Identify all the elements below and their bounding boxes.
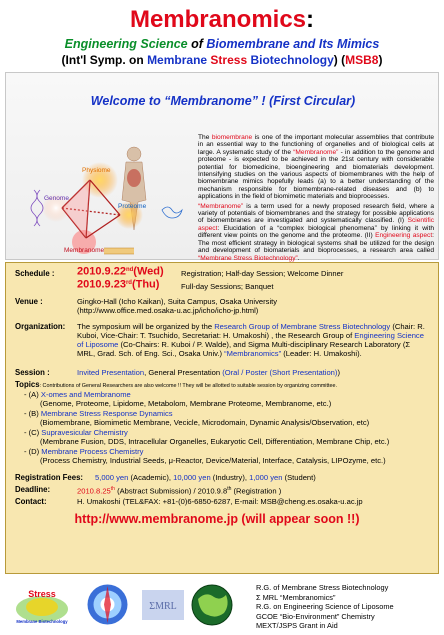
organization-label: Organization: <box>15 322 66 331</box>
topic-b-code: - (B) <box>24 409 41 418</box>
venue-label: Venue : <box>15 297 43 306</box>
smrl-logo <box>142 590 184 620</box>
intro-text <box>198 134 434 264</box>
schedule-label: Schedule : <box>15 269 55 278</box>
session-text <box>77 368 340 377</box>
schedule-date-2 <box>77 279 159 290</box>
topic-b-detail: (Biomembrane, Biomimetic Membrane, Vecicle, Microdomain, Dynamic Analysis/Observation, etc) <box>40 418 370 427</box>
subtitle-2-part2: Membrane <box>147 53 208 67</box>
date-1: 2010.9.22 <box>77 265 126 278</box>
title-colon: : <box>306 6 315 33</box>
footer-line-1: R.G. of Membrane Stress Biotechnology <box>256 583 389 592</box>
title-text: Membranomics <box>129 6 307 33</box>
page-title <box>0 6 444 34</box>
footer-organizers <box>256 583 441 631</box>
contact-text: H. Umakoshi (TEL&FAX: +81-(0)6-6850-6287, E-mail: MSB@cheng.es.osaka-u.ac.jp <box>77 497 363 506</box>
venue-line-2: (http://www.office.med.osaka-u.ac.jp/icho/icho-jp.html) <box>77 306 259 315</box>
deadline-abstract-date: 2010.8.25 <box>77 486 111 496</box>
date-1-dow: (Wed) <box>133 265 164 278</box>
org-link-2[interactable]: Engineering Science of Liposome <box>77 331 424 349</box>
topic-a <box>24 390 131 399</box>
stress-logo-subtitle: Membrane Biotechnology <box>16 619 68 624</box>
venue-line-1: Gingko-Hall (Icho Kaikan), Suita Campus, Osaka University <box>77 297 278 306</box>
website-url[interactable]: http://www.membranome.jp (will appear soon !!) <box>74 512 360 526</box>
topic-c-code: - (C) <box>24 428 42 437</box>
deadline-abstract-sup: th <box>110 486 115 492</box>
fee-academic: 5,000 yen <box>95 473 129 482</box>
topic-d-name: Membrane Process Chemistry <box>41 447 144 456</box>
intro-p2-kw: “Membranome” <box>198 202 244 210</box>
topic-d <box>24 447 143 456</box>
topic-c <box>24 428 128 437</box>
intro-p2-a: is a term used for a newly proposed research field, where a variety of potentials of biomembranes and the strategy for possible applications of biomembranes are investigated and systematically classified. (I) <box>198 202 434 225</box>
intro-p1-b: is one of the important molecular assemblies that contribute in an essential way to the functioning of organelles and of biological cells at large. A systematic study of the <box>198 134 434 156</box>
topics-note: : Contributions of General Researchers are also welcome !! They will be allotted to suitable session by organizing committee. <box>39 383 337 389</box>
fee-student-label: (Student) <box>282 473 316 482</box>
intro-p1-a: The <box>198 134 212 141</box>
label-physiome: Physiome <box>82 167 111 174</box>
schedule-event-1: Registration; Half-day Session; Welcome Dinner <box>181 269 344 278</box>
footer-line-4: GCOE “Bio-Environment” Chemistry <box>256 611 375 621</box>
topic-d-detail: (Process Chemistry, Industrial Seeds, μ-Reactor, Device/Material, Interface, Catalysis, LIPOzyme, etc.) <box>40 456 386 465</box>
org-c: (Co-Chairs: R. Kuboi / P. Walde), and Sigma Multi-disciplinary Research Laboratory (Σ MRL, Grad. Sch. of Eng. Sci., Osaka Univ.) <box>77 340 411 358</box>
subtitle-2 <box>0 53 444 68</box>
session-close: ) <box>337 368 340 377</box>
deadline-registration-label: (Registration ) <box>231 486 282 496</box>
sigma-circle-logo <box>85 582 130 627</box>
topic-d-code: - (D) <box>24 447 42 456</box>
schedule-date-1 <box>77 266 164 277</box>
stress-logo <box>12 585 72 627</box>
intro-p1-c: - in addition to the genome and proteome - is expected to be achieved in the 21st century with considerable potential for biomedicine, bioengineering and biomaterials development. Intensifying studies on the various aspects of biomembranes with the help of biomembrane mimics hopefully leads (a) to a better understanding of the mechanism responsible for biomembrane-related diseases and (b) to applications in the field of biomimetic materials and bioprocesses. <box>198 148 434 201</box>
topic-a-name: X-omes and Membranome <box>40 390 131 399</box>
session-invited: Invited Presentation <box>77 368 145 377</box>
label-genome: Genome <box>44 195 69 202</box>
membranome-diagram <box>22 140 197 265</box>
session-general: , General Presentation <box>144 368 223 377</box>
org-b: (Chair: R. Kuboi, Vice-Chair: T. Tsuchido, Secretariat: H. Umakoshi) , the Research Group of <box>77 322 425 340</box>
topics-header <box>15 380 435 390</box>
topic-b <box>24 409 173 418</box>
topic-a-code: - (A) <box>24 390 41 399</box>
deadline-label: Deadline: <box>15 485 51 494</box>
label-membranome: Membranome <box>64 247 105 254</box>
intro-p1-kw: biomembrane <box>211 134 253 141</box>
subtitle-2-part4: Biotechnology <box>247 53 334 67</box>
topic-c-name: Supravesicular Chemistry <box>41 428 128 437</box>
intro-p2-b: : Elucidation of a “complex biological phenomena” by linking it with different view points on the genome and the proteome. (II) <box>198 224 434 240</box>
topic-b-name: Membrane Stress Response Dynamics <box>40 409 173 418</box>
date-2-suffix: rd <box>125 280 132 286</box>
intro-p2-c: : The most efficient strategy in biological systems shall be utilized for the design and development of biomaterials and bioprocesses, a research area called <box>198 232 434 255</box>
smrl-logo-text: ΣMRL <box>149 601 177 612</box>
fee-industry-label: (Industry), <box>210 473 250 482</box>
subtitle-2-part3: Stress <box>207 53 248 67</box>
footer-line-3: R.G. on Engineering Science of Liposome <box>256 602 394 612</box>
intro-p1-kw2: “Membranome” <box>293 148 339 156</box>
intro-p2-kw4: “Membrane Stress Biotechnology” <box>198 254 298 262</box>
fee-text <box>95 473 316 482</box>
fee-student: 1,000 yen <box>249 473 283 482</box>
subtitle-2-part6: MSB8 <box>345 53 379 67</box>
welcome-heading: Welcome to “Membranome” ! (First Circular) <box>90 94 356 108</box>
subtitle-2-part5: ) ( <box>333 53 346 67</box>
membrane-icon <box>104 248 134 254</box>
subtitle-1-part3: Biomembrane and Its Mimics <box>206 37 380 51</box>
topics-label: Topics <box>15 380 40 389</box>
subtitle-1-part2: of <box>187 37 207 51</box>
pyramid-face <box>62 180 90 238</box>
protein-icon <box>162 207 182 218</box>
fee-label: Registration Fees: <box>15 473 84 482</box>
fee-industry: 10,000 yen <box>173 473 211 482</box>
subtitle-2-part7: ) <box>378 53 383 67</box>
schedule-event-2: Full-day Sessions; Banquet <box>181 282 274 291</box>
intro-p2-kw3: Engineering aspect <box>375 232 433 240</box>
footer-line-2: Σ MRL “Membranomics” <box>256 592 336 602</box>
intro-paragraph-2 <box>198 203 434 262</box>
date-1-suffix: nd <box>125 267 134 273</box>
date-2: 2010.9.23 <box>77 278 126 291</box>
topic-a-detail: (Genome, Proteome, Lipidome, Metabolom, Membrane Proteome, Membranome, etc.) <box>40 399 332 408</box>
organization-text <box>77 322 427 358</box>
subtitle-1-part1: Engineering Science <box>64 37 188 51</box>
org-link-3[interactable]: “Membranomics” <box>224 349 282 358</box>
footer-line-5: MEXT/JSPS Grant in Aid <box>256 621 338 631</box>
date-2-dow: (Thu) <box>131 278 160 291</box>
contact-label: Contact: <box>15 497 47 506</box>
org-link-1[interactable]: Research Group of Membrane Stress Biotechnology <box>214 322 391 331</box>
intro-p2-kw2: Scientific aspect <box>198 217 434 232</box>
label-proteome: Proteome <box>118 203 147 210</box>
intro-paragraph-1 <box>198 134 434 201</box>
deadline-registration-sup: th <box>227 486 232 492</box>
intro-p2-d: . <box>297 254 300 262</box>
dna-icon <box>31 190 43 226</box>
org-d: (Leader: H. Umakoshi). <box>281 349 362 358</box>
session-label: Session : <box>15 368 50 377</box>
deadline-text <box>77 485 281 496</box>
fee-academic-label: (Academic), <box>128 473 174 482</box>
subtitle-2-part1: (Int'l Symp. on <box>61 53 148 67</box>
org-a: The symposium will be organized by the <box>77 322 215 331</box>
subtitle-1 <box>0 36 444 52</box>
session-oral-poster: (Oral / Poster (Short Presentation) <box>222 368 338 377</box>
topic-c-detail: (Membrane Fusion, DDS, Intracellular Organelles, Eukaryotic Cell, Differentiation, Membrane Chip, etc.) <box>40 437 390 446</box>
globe-logo <box>190 583 234 627</box>
stress-logo-title: Stress <box>28 589 56 599</box>
deadline-registration-date: (Abstract Submission) / 2010.9.8 <box>114 486 228 496</box>
